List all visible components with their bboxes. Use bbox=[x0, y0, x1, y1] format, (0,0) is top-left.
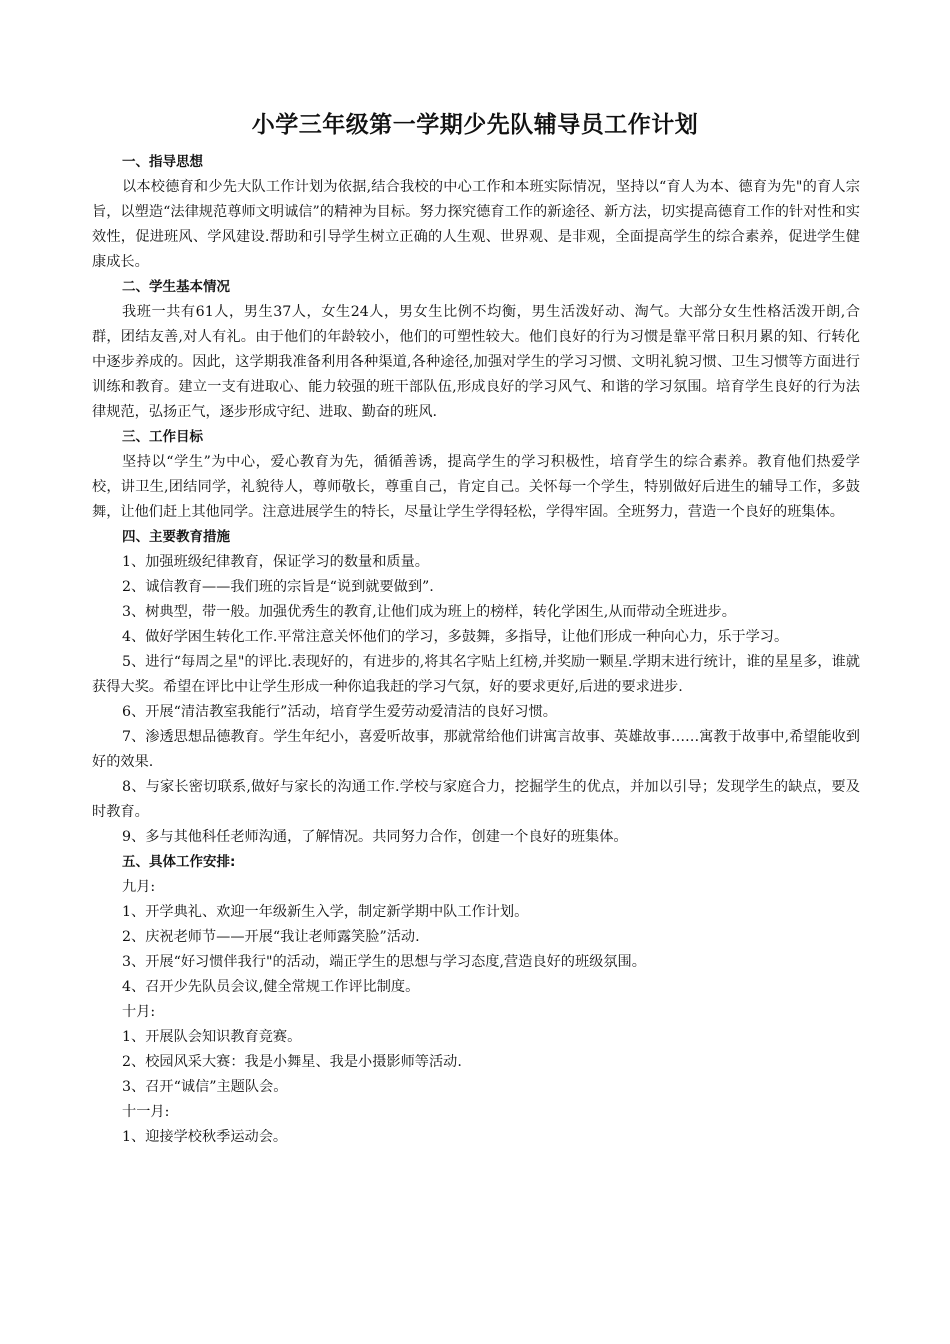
schedule-item: 1、迎接学校秋季运动会。 bbox=[122, 1129, 288, 1145]
section-paragraph: 以本校德育和少先大队工作计划为依据,结合我校的中心工作和本班实际情况，坚持以“育人为本、德育为先"的育人宗旨，以塑造“法律规范尊师文明诚信”的精神为目标。努力探究德育工作的新途径、新方法，切实提高德育工作的针对性和实效性，促进班风、学风建设.帮助和引导学生树立正确的人生观、世界观、是非观，全面提高学生的综合素养，促进学生健康成长。 bbox=[92, 179, 860, 270]
measure-item: 6、开展“清洁教室我能行”活动，培育学生爱劳动爱清洁的良好习惯。 bbox=[122, 704, 557, 720]
section-paragraph: 我班一共有61人，男生37人，女生24人，男女生比例不均衡，男生活泼好动、淘气。大部分女生性格活泼开朗,合群，团结友善,对人有礼。由于他们的年龄较小，他们的可塑性较大。他们良好的行为习惯是靠平常日积月累的知、行转化中逐步养成的。因此，这学期我准备利用各种渠道,各种途径,加强对学生的学习习惯、文明礼貌习惯、卫生习惯等方面进行训练和教育。建立一支有进取心、能力较强的班干部队伍,形成良好的学习风气、和谐的学习氛围。培育学生良好的行为法律规范，弘扬正气，逐步形成守纪、进取、勤奋的班风. bbox=[92, 304, 860, 420]
measure-item: 4、做好学困生转化工作.平常注意关怀他们的学习，多鼓舞，多指导，让他们形成一种向心力，乐于学习。 bbox=[122, 629, 789, 645]
section-heading: 四、主要教育措施 bbox=[122, 529, 230, 545]
month-label: 十月: bbox=[122, 1004, 156, 1020]
section-paragraph: 坚持以“学生”为中心，爱心教育为先，循循善诱，提高学生的学习积极性，培育学生的综合素养。教育他们热爱学校，讲卫生,团结同学，礼貌待人，尊师敬长，尊重自己，肯定自己。关怀每一个学生，特别做好后进生的辅导工作，多鼓舞，让他们赶上其他同学。注意进展学生的特长，尽量让学生学得轻松，学得牢固。全班努力，营造一个良好的班集体。 bbox=[92, 454, 860, 520]
schedule-item: 3、开展“好习惯伴我行"的活动，端正学生的思想与学习态度,营造良好的班级氛围。 bbox=[122, 954, 646, 970]
measure-item: 3、树典型，带一般。加强优秀生的教育,让他们成为班上的榜样，转化学困生,从而带动全班进步。 bbox=[122, 604, 736, 620]
measure-item: 7、渗透思想品德教育。学生年纪小，喜爱听故事，那就常给他们讲寓言故事、英雄故事……寓教于故事中,希望能收到好的效果. bbox=[92, 729, 860, 770]
measure-item: 5、进行“每周之星"的评比.表现好的，有进步的,将其名字贴上红榜,并奖励一颗星.学期末进行统计，谁的星星多，谁就获得大奖。希望在评比中让学生形成一种你追我赶的学习气氛，好的要求更好,后进的要求进步. bbox=[92, 654, 860, 695]
section-heading: 五、具体工作安排: bbox=[122, 854, 236, 870]
month-label: 九月: bbox=[122, 879, 156, 895]
section-heading: 三、工作目标 bbox=[122, 429, 203, 445]
document-title: 小学三年级第一学期少先队辅导员工作计划 bbox=[251, 111, 699, 138]
schedule-item: 2、庆祝老师节——开展“我让老师露笑脸”活动. bbox=[122, 929, 420, 945]
measure-item: 8、与家长密切联系,做好与家长的沟通工作.学校与家庭合力，挖掘学生的优点，并加以引导；发现学生的缺点，要及时教育。 bbox=[92, 779, 860, 820]
schedule-item: 1、开学典礼、欢迎一年级新生入学，制定新学期中队工作计划。 bbox=[122, 904, 529, 920]
measure-item: 9、多与其他科任老师沟通，了解情况。共同努力合作，创建一个良好的班集体。 bbox=[122, 829, 628, 845]
schedule-item: 2、校园风采大赛：我是小舞星、我是小摄影师等活动. bbox=[122, 1054, 462, 1070]
schedule-item: 3、召开“诚信”主题队会。 bbox=[122, 1079, 288, 1095]
measure-item: 1、加强班级纪律教育，保证学习的数量和质量。 bbox=[122, 554, 429, 570]
schedule-item: 4、召开少先队员会议,健全常规工作评比制度。 bbox=[122, 979, 420, 995]
month-label: 十一月: bbox=[122, 1104, 170, 1120]
schedule-item: 1、开展队会知识教育竞赛。 bbox=[122, 1029, 302, 1045]
measure-item: 2、诚信教育——我们班的宗旨是“说到就要做到”. bbox=[122, 579, 434, 595]
section-heading: 一、指导思想 bbox=[122, 154, 203, 170]
document-body bbox=[92, 150, 860, 1150]
section-heading: 二、学生基本情况 bbox=[122, 279, 230, 295]
